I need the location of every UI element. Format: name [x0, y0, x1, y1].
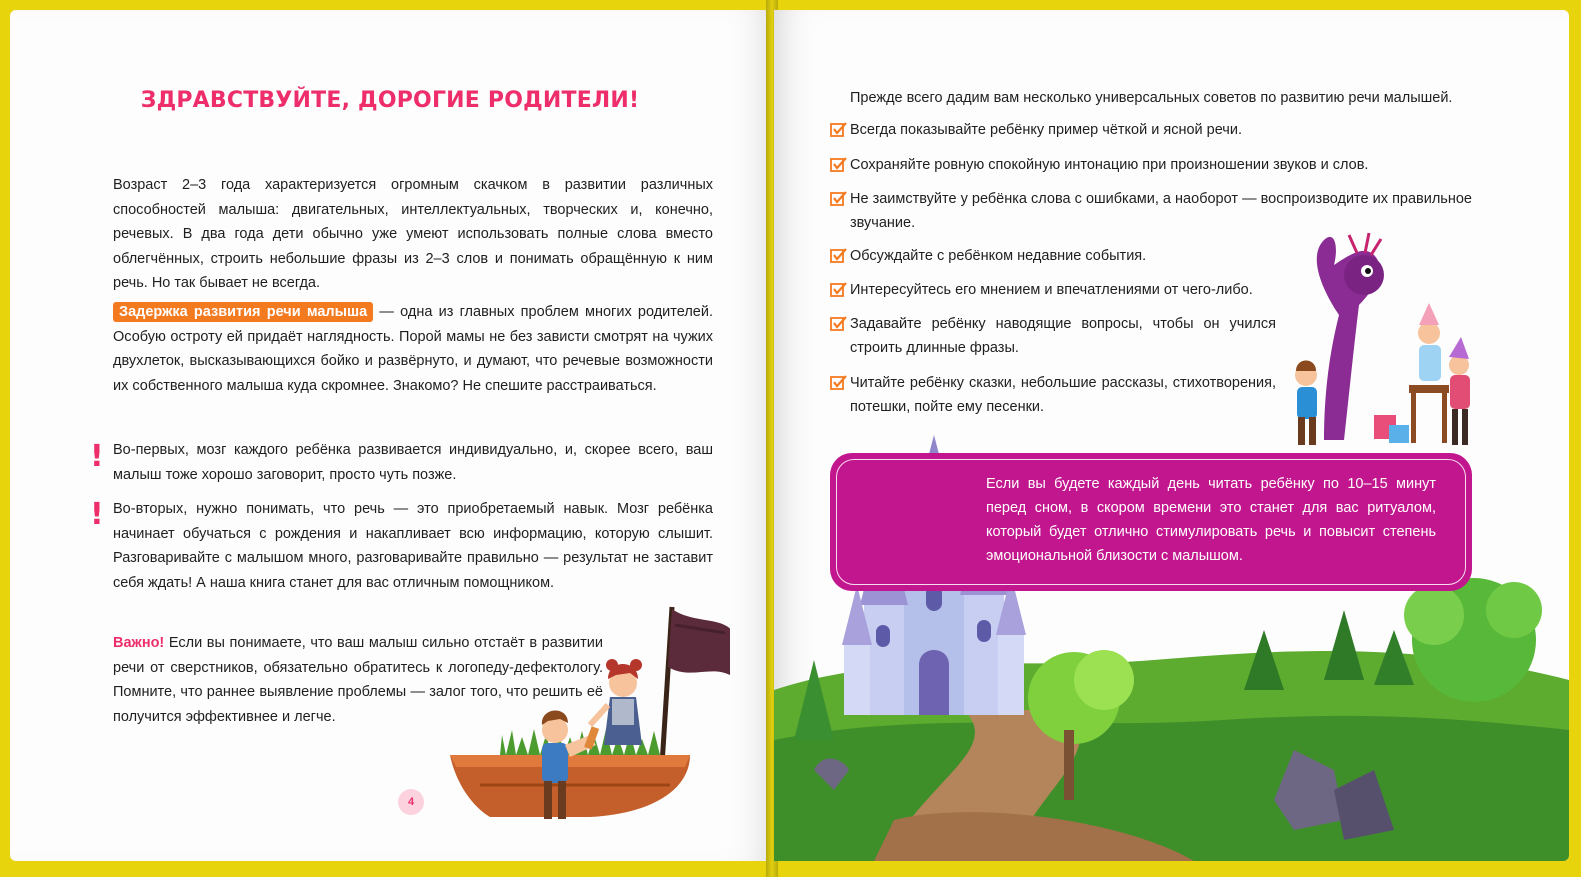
speech-delay-text: — одна из главных проблем многих родителей. Особую остроту ей придаёт наглядность. Порой мамы не без зависти смотрят на чужих двухлеток, высказывающихся бойко и развёрнуто, и думают, что речевые возможности их собственного малыша куда скромнее. Знакомо? Не спешите расстраиваться. — [113, 304, 713, 394]
intro-paragraph: Возраст 2–3 года характеризуется огромным скачком в развитии различных способностей малыша: двигательных, интеллектуальных, творческих и, конечно, речевых. В два года дети обычно уже умеют использовать полные слова вместо облегчённых, строить небольшие фразы из 2–3 слов и понимать обращённую к ним речь. Но так бывает не всегда. — [113, 177, 713, 291]
right-page — [774, 10, 1569, 861]
tip-text: Обсуждайте с ребёнком недавние события. — [850, 248, 1147, 264]
highlight-label: Задержка развития речи малыша — [113, 302, 373, 322]
speech-delay-paragraph — [113, 300, 713, 398]
tip-item — [828, 118, 1478, 142]
exclamation-icon: ! — [90, 497, 104, 532]
boat-illustration — [440, 595, 730, 835]
checkbox-check-icon — [828, 374, 850, 390]
tip-text: Задавайте ребёнку наводящие вопросы, чтобы он учился строить длинные фразы. — [850, 316, 1276, 356]
tip-text: Не заимствуйте у ребёнка слова с ошибками, а наоборот — воспроизводите их правильное звучание. — [850, 191, 1472, 231]
checkbox-check-icon — [828, 315, 850, 331]
checkbox-check-icon — [828, 247, 850, 263]
checkbox-check-icon — [828, 156, 850, 172]
page-number: 4 — [398, 789, 424, 815]
tip-item — [828, 371, 1276, 419]
important-label: Важно! — [113, 635, 165, 651]
tip-text: Читайте ребёнку сказки, небольшие рассказы, стихотворения, потешки, пойте ему песенки. — [850, 375, 1276, 415]
point-first: Во-первых, мозг каждого ребёнка развивается индивидуально, и, скорее всего, ваш малыш тоже хорошо заговорит, просто чуть позже. — [113, 442, 713, 483]
tip-text: Сохраняйте ровную спокойную интонацию при произношении звуков и слов. — [850, 157, 1369, 173]
kids-illustration — [1279, 225, 1479, 455]
page-title: ЗДРАВСТВУЙТЕ, ДОРОГИЕ РОДИТЕЛИ! — [140, 88, 640, 113]
tip-item — [828, 278, 1288, 302]
tip-text: Интересуйтесь его мнением и впечатлениями от чего-либо. — [850, 282, 1253, 298]
tip-item — [828, 312, 1276, 360]
tip-text: Всегда показывайте ребёнку пример чёткой и ясной речи. — [850, 122, 1242, 138]
tips-intro: Прежде всего дадим вам несколько универсальных советов по развитию речи малышей. — [850, 90, 1453, 106]
tip-item — [828, 244, 1288, 268]
tip-item — [828, 153, 1478, 177]
checkbox-check-icon — [828, 121, 850, 137]
point-second: Во-вторых, нужно понимать, что речь — это приобретаемый навык. Мозг ребёнка начинает обучаться с рождения и накапливает всю информацию, которую слышит. Разговаривайте с малышом много, разговаривайте правильно — результат не заставит себя ждать! А наша книга станет для вас отличным помощником. — [113, 501, 713, 591]
exclamation-icon: ! — [90, 439, 104, 474]
important-text: Если вы понимаете, что ваш малыш сильно отстаёт в развитии речи от сверстников, обязательно обратитесь к логопеду-дефектологу. Помните, что раннее выявление проблемы — залог того, что решить её получится эффективнее и легче. — [113, 635, 603, 725]
left-page — [10, 10, 770, 861]
checkbox-check-icon — [828, 190, 850, 206]
tip-item — [828, 187, 1472, 235]
callout-text: Если вы будете каждый день читать ребёнку по 10–15 минут перед сном, в скором времени это станет для вас ритуалом, который будет отлично стимулировать речь и повысит степень эмоциональной близости с малышом. — [986, 476, 1436, 564]
checkbox-check-icon — [828, 281, 850, 297]
